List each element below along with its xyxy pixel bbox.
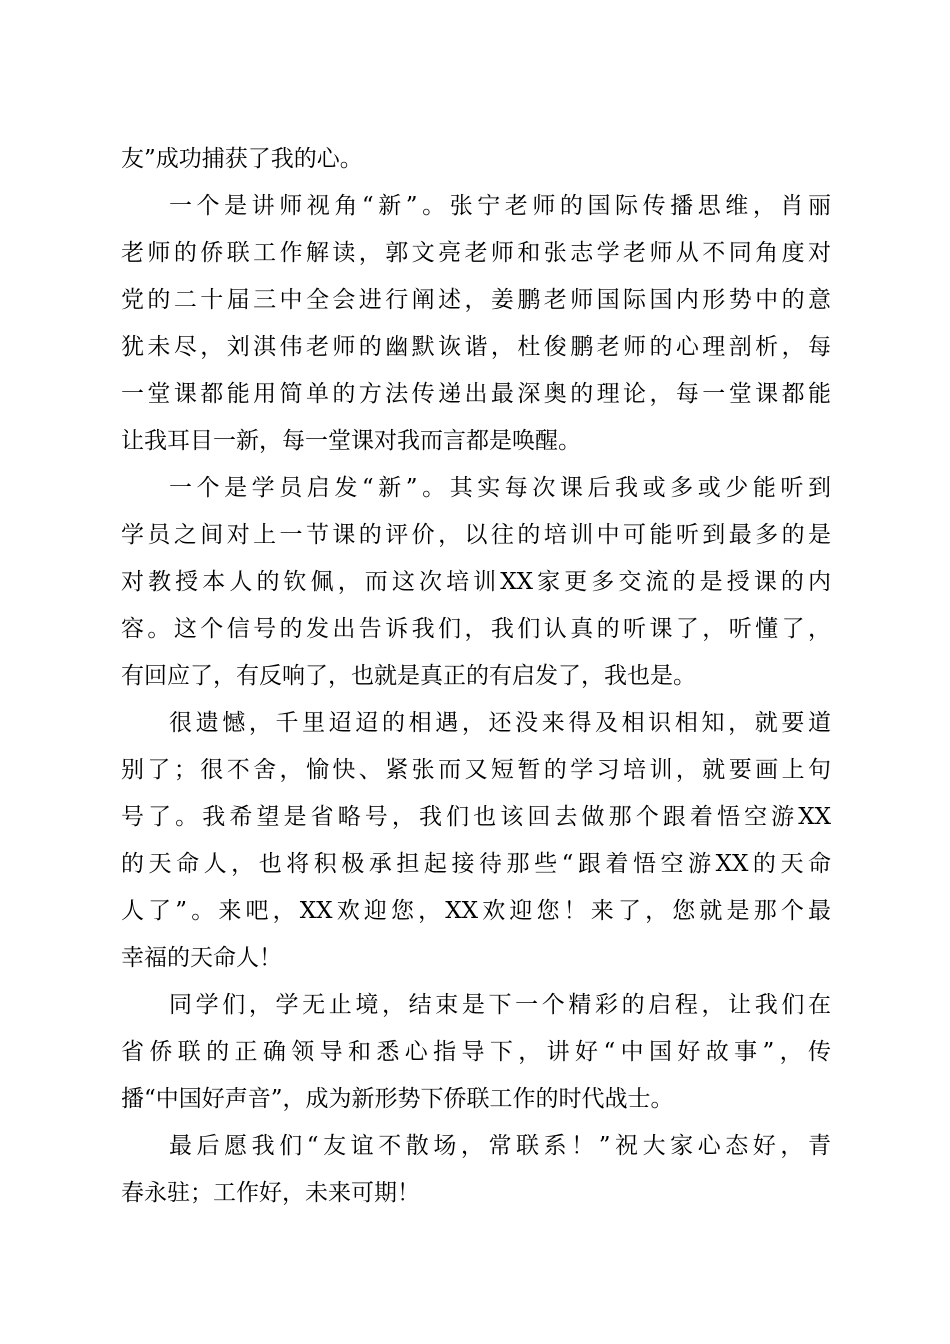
text-line: 学员之间对上一节课的评价，以往的培训中可能听到最多的是 (121, 522, 831, 548)
text-line: 对教授本人的钦佩，而这次培训XX家更多交流的是授课的内 (121, 569, 831, 595)
text-line: 很遗憾，千里迢迢的相遇，还没来得及相识相知，就要道 (169, 710, 831, 736)
text-line: 同学们，学无止境，结束是下一个精彩的启程，让我们在 (169, 992, 831, 1018)
text-line: 别了；很不舍，愉快、紧张而又短暂的学习培训，就要画上句 (121, 757, 831, 783)
document-body (121, 136, 831, 1217)
text-line: 老师的侨联工作解读，郭文亮老师和张志学老师从不同角度对 (121, 240, 831, 266)
text-line: 党的二十届三中全会进行阐述，姜鹏老师国际国内形势中的意 (121, 287, 831, 313)
text-line: 播“中国好声音”，成为新形势下侨联工作的时代战士。 (121, 1086, 674, 1112)
text-line: 有回应了，有反响了，也就是真正的有启发了，我也是。 (121, 663, 696, 689)
text-line: 春永驻；工作好，未来可期！ (121, 1180, 420, 1206)
text-line: 一堂课都能用简单的方法传递出最深奥的理论，每一堂课都能 (121, 381, 831, 407)
paragraph-student-inspiration (121, 465, 831, 700)
text-line: 号了。我希望是省略号，我们也该回去做那个跟着悟空游XX (121, 804, 831, 830)
text-line: 幸福的天命人！ (121, 945, 282, 971)
paragraph-farewell (121, 700, 831, 982)
text-line: 友”成功捕获了我的心。 (121, 146, 363, 172)
paragraph-lecturer-perspective (121, 183, 831, 465)
paragraph-continuation (121, 136, 831, 183)
text-line: 一个是讲师视角“新”。张宁老师的国际传播思维，肖丽 (169, 193, 831, 219)
text-line: 容。这个信号的发出告诉我们，我们认真的听课了，听懂了， (121, 616, 831, 642)
text-line: 的天命人，也将积极承担起接待那些“跟着悟空游XX的天命 (121, 851, 831, 877)
paragraph-classmates (121, 982, 831, 1123)
text-line: 犹未尽，刘淇伟老师的幽默诙谐，杜俊鹏老师的心理剖析，每 (121, 334, 831, 360)
text-line: 最后愿我们“友谊不散场，常联系！”祝大家心态好，青 (169, 1133, 831, 1159)
text-line: 人了”。来吧，XX欢迎您，XX欢迎您！来了，您就是那个最 (121, 898, 831, 924)
text-line: 让我耳目一新，每一堂课对我而言都是唤醒。 (121, 428, 581, 454)
paragraph-closing-wishes (121, 1123, 831, 1217)
text-line: 省侨联的正确领导和悉心指导下，讲好“中国好故事”，传 (121, 1039, 831, 1065)
text-line: 一个是学员启发“新”。其实每次课后我或多或少能听到 (169, 475, 831, 501)
